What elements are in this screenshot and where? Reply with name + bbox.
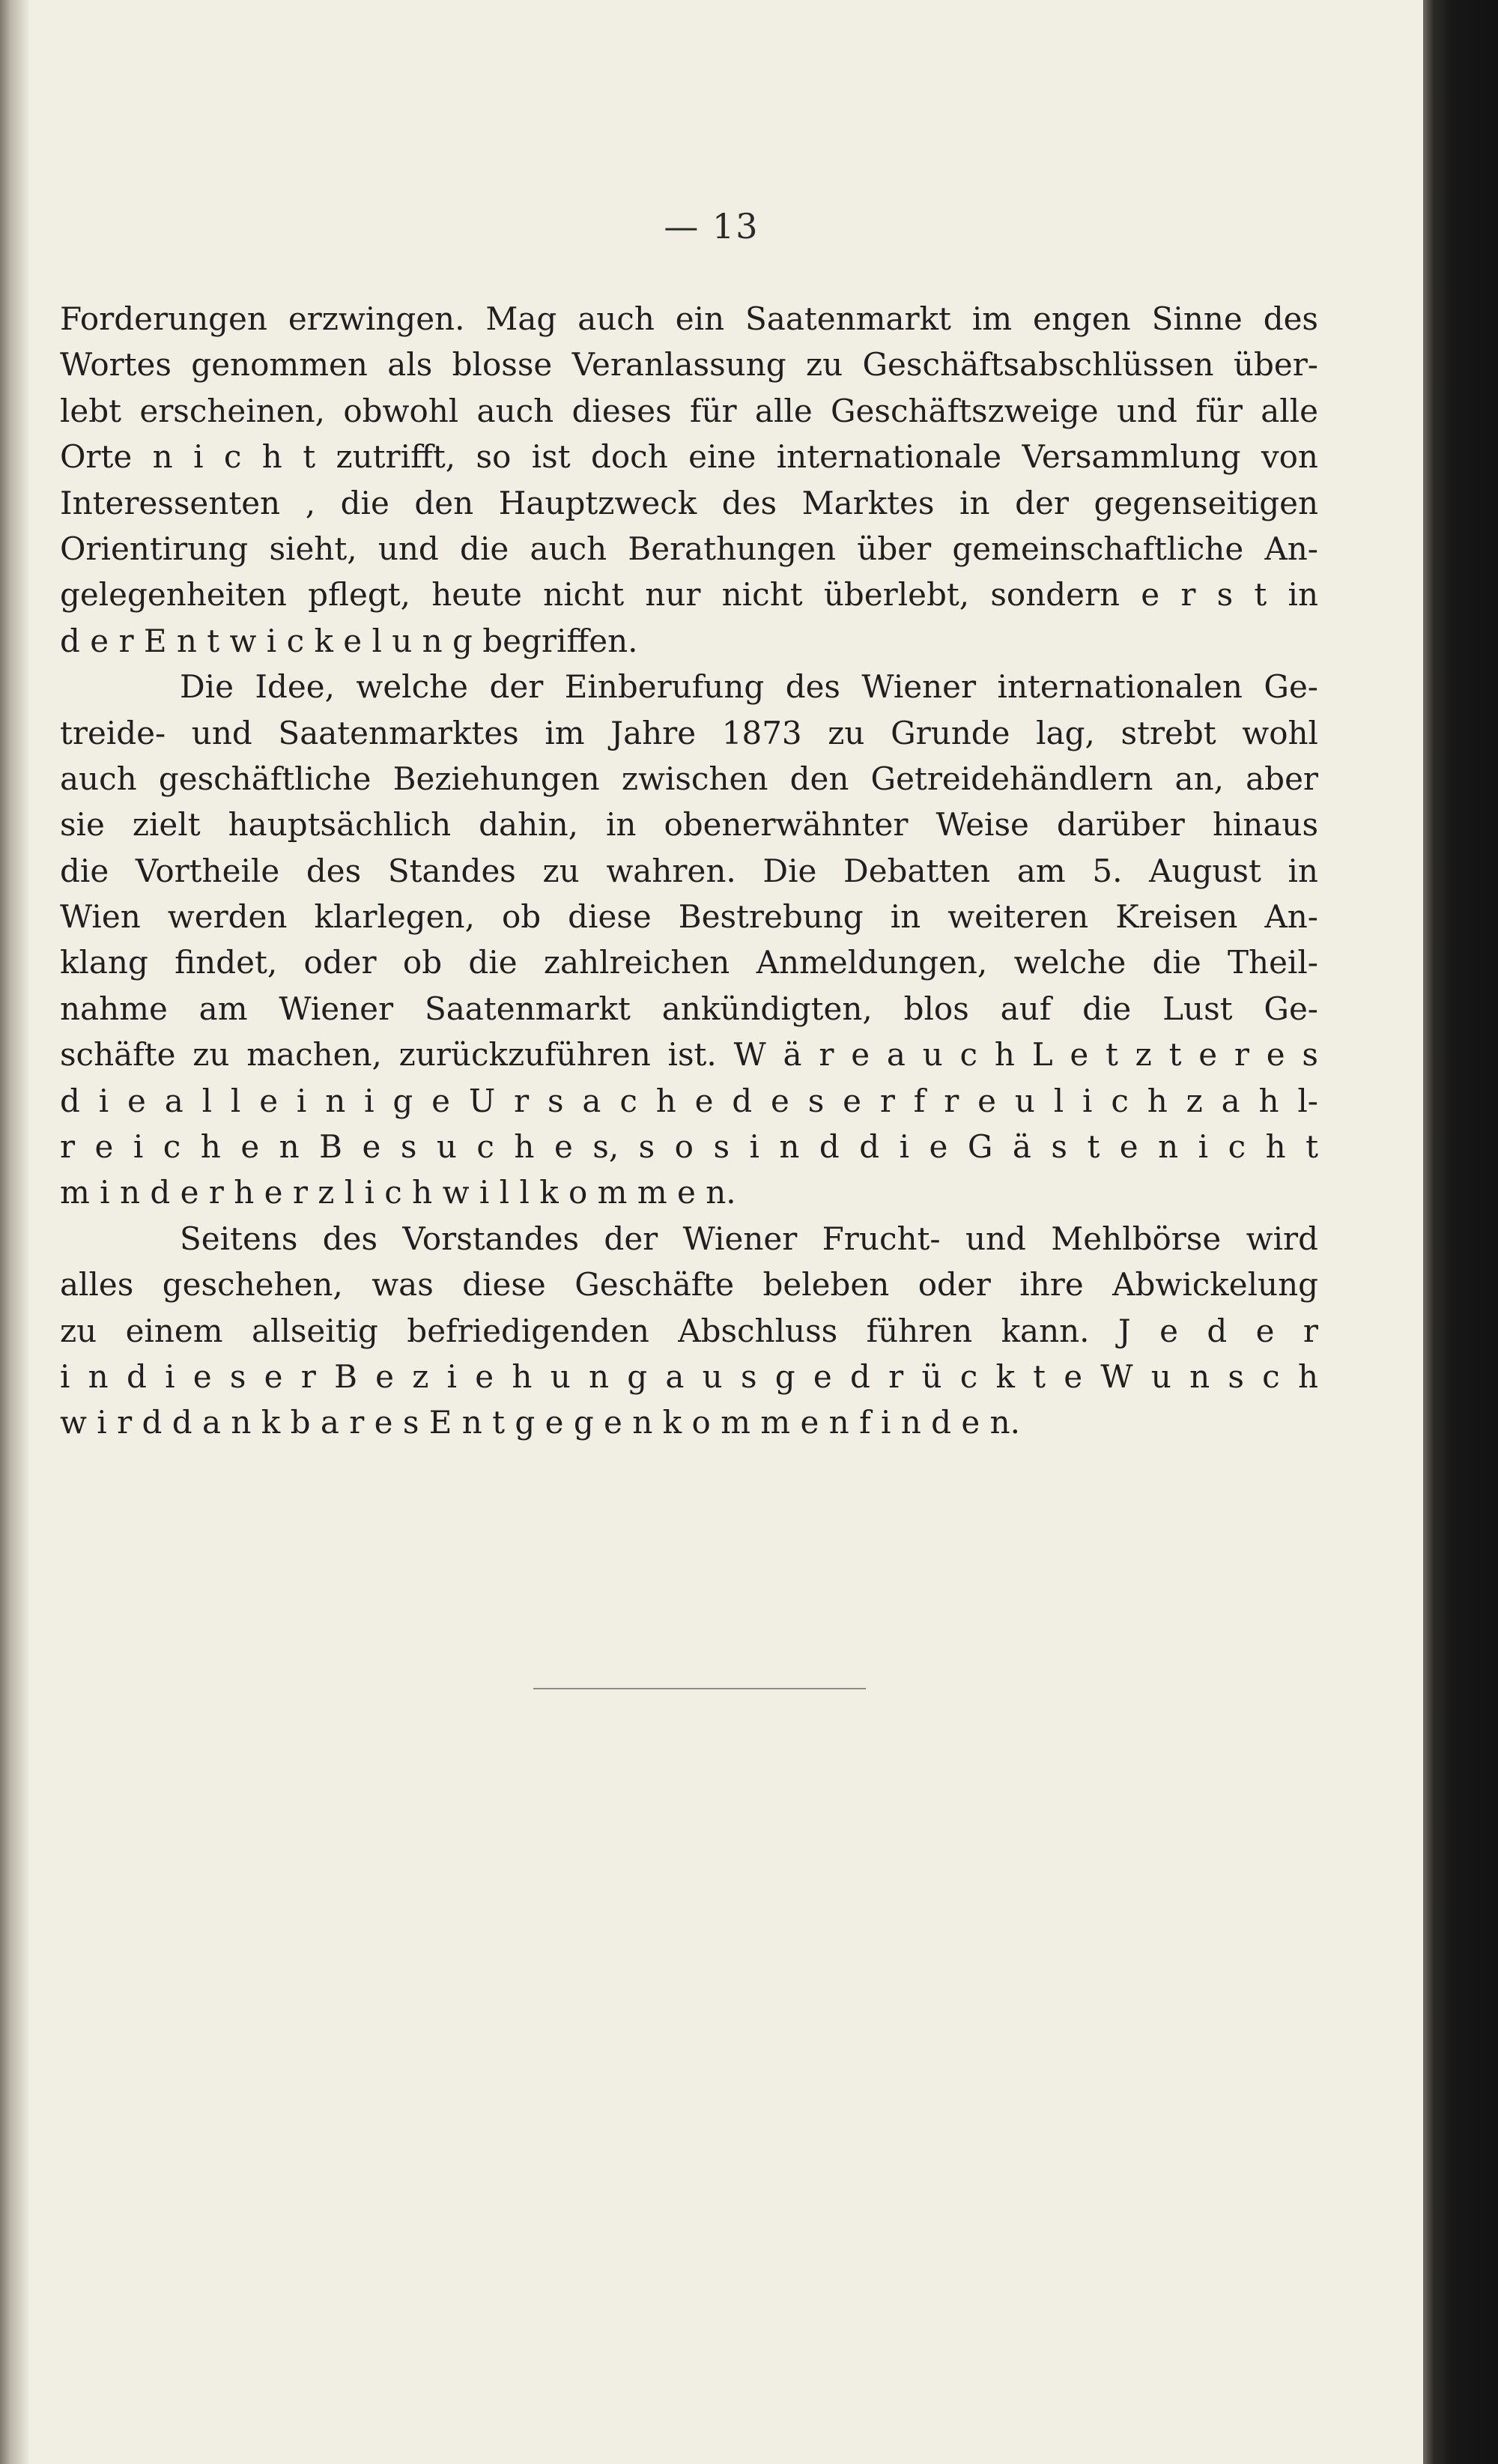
text-line: auch geschäftliche Beziehungen zwischen den Getreidehändlern an, aber: [60, 760, 1318, 797]
text-line: Wien werden klarlegen, ob diese Bestrebung in weiteren Kreisen An-: [60, 898, 1318, 936]
text-line: die Vortheile des Standes zu wahren. Die Debatten am 5. August in: [60, 852, 1318, 889]
page-edge-shadow: [1423, 0, 1498, 2464]
paragraph-start-line: Die Idee, welche der Einberufung des Wiener internationalen Ge-: [180, 668, 1318, 706]
text-line: alles geschehen, was diese Geschäfte beleben oder ihre Abwickelung: [60, 1266, 1318, 1304]
text-line: Forderungen erzwingen. Mag auch ein Saatenmarkt im engen Sinne des: [60, 300, 1318, 337]
text-line: d e r E n t w i c k e l u n g begriffen.: [60, 622, 638, 659]
text-line: gelegenheiten pflegt, heute nicht nur nicht überlebt, sondern e r s t in: [60, 576, 1318, 614]
text-line: w i r d d a n k b a r e s E n t g e g e n k o m m e n f i n d e n.: [60, 1404, 1020, 1441]
section-divider: [533, 1688, 866, 1689]
text-line: klang findet, oder ob die zahlreichen Anmeldungen, welche die Theil-: [60, 944, 1318, 981]
text-line: m i n d e r h e r z l i c h w i l l k o m m e n.: [60, 1174, 736, 1211]
text-line: Orientirung sieht, und die auch Berathungen über gemeinschaftliche An-: [60, 530, 1318, 567]
text-line: zu einem allseitig befriedigenden Abschluss führen kann. J e d e r: [60, 1312, 1318, 1349]
book-binding-edge: [0, 0, 28, 2464]
body-text: [60, 296, 1318, 1446]
text-line: Interessenten , die den Hauptzweck des Marktes in der gegenseitigen: [60, 484, 1318, 521]
text-line: lebt erscheinen, obwohl auch dieses für alle Geschäftszweige und für alle: [60, 392, 1318, 429]
text-line: d i e a l l e i n i g e U r s a c h e d e s e r f r e u l i c h z a h l-: [60, 1082, 1318, 1119]
text-line: sie zielt hauptsächlich dahin, in obenerwähnter Weise darüber hinaus: [60, 806, 1318, 844]
text-line: Orte n i c h t zutrifft, so ist doch eine internationale Versammlung von: [60, 438, 1318, 476]
text-line: i n d i e s e r B e z i e h u n g a u s g e d r ü c k t e W u n s c h: [60, 1357, 1318, 1395]
text-line: nahme am Wiener Saatenmarkt ankündigten, blos auf die Lust Ge-: [60, 990, 1318, 1027]
text-line: schäfte zu machen, zurückzuführen ist. W ä r e a u c h L e t z t e r e s: [60, 1036, 1318, 1074]
text-line: r e i c h e n B e s u c h e s, s o s i n d d i e G ä s t e n i c h t: [60, 1128, 1318, 1166]
paragraph-start-line: Seitens des Vorstandes der Wiener Frucht- und Mehlbörse wird: [180, 1220, 1318, 1257]
text-line: treide- und Saatenmarktes im Jahre 1873 zu Grunde lag, strebt wohl: [60, 714, 1318, 751]
text-line: Wortes genommen als blosse Veranlassung zu Geschäftsabschlüssen über-: [60, 346, 1318, 384]
page-number: — 13: [664, 206, 759, 246]
